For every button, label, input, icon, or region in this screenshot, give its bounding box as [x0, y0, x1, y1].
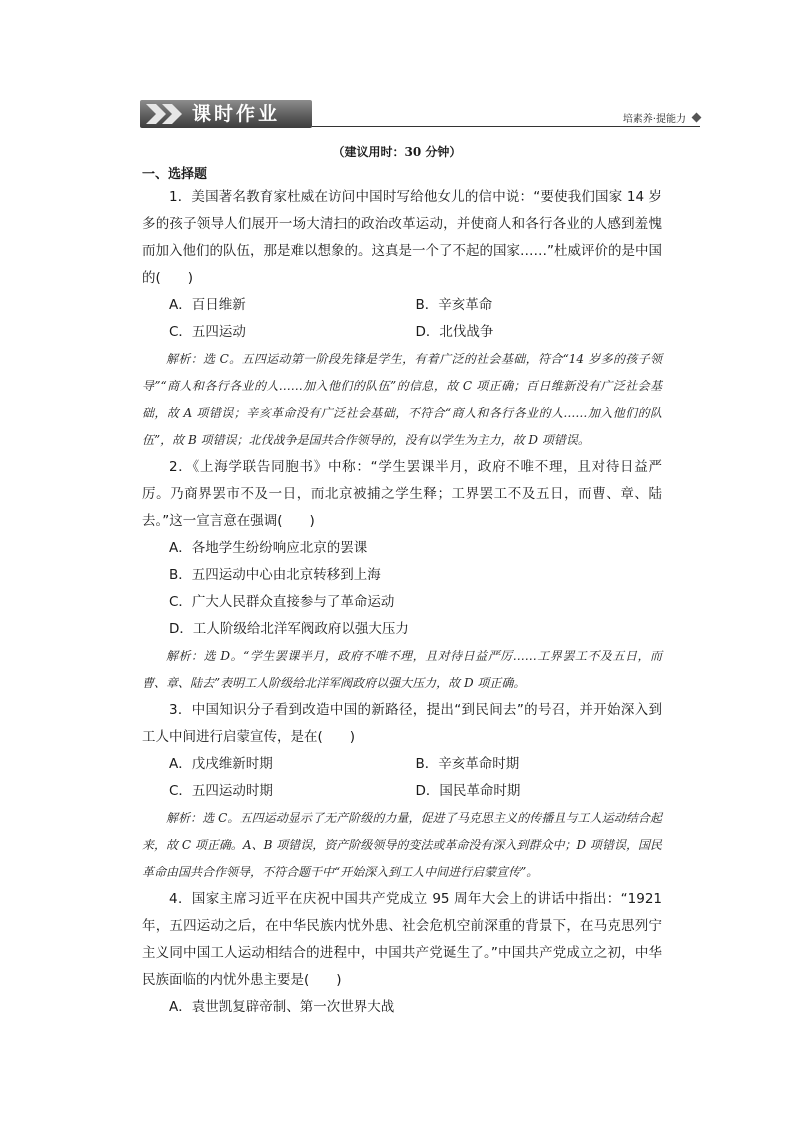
options-row — [142, 319, 662, 346]
question-stem: 3．中国知识分子看到改造中国的新路径，提出“到民间去”的号召，并开始深入到工人中间进行启蒙宣传，是在( ) — [142, 702, 662, 745]
section-title: 一、选择题 — [142, 167, 208, 182]
double-chevron-icon — [144, 102, 190, 126]
options-row — [142, 292, 662, 319]
option-a: A．各地学生纷纷响应北京的罢课 — [169, 540, 368, 556]
answer-analysis: 解析：选 D。“学生罢课半月，政府不唯不理，且对待日益严厉……工界罢工不及五日，而曹、章、陆去”表明工人阶级给北洋军阀政府以强大压力，故 D 项正确。 — [142, 649, 662, 690]
question-stem: 2．《上海学联告同胞书》中称：“学生罢课半月，政府不唯不理，且对待日益严厉。乃商界罢市不及一日，而北京被捕之学生释；工界罢工不及五日，而曹、章、陆去。”这一宣言意在强调( ) — [142, 459, 662, 529]
question-stem: 4．国家主席习近平在庆祝中国共产党成立 95 周年大会上的讲话中指出：“1921 年，五四运动之后，在中华民族内忧外患、社会危机空前深重的背景下，在马克思列宁主义同中国工人运动相结合的进程中，中国共产党诞生了。”中国共产党成立之初，中华民族面临的内忧外患主要是( ) — [142, 891, 662, 988]
question-stem: 1．美国著名教育家杜威在访问中国时写给他女儿的信中说：“要使我们国家 14 岁多的孩子领导人们展开一场大清扫的政治改革运动，并使商人和各行各业的人感到羞愧而加入他们的队伍，那是难以想象的。这真是一个了不起的国家……”杜威评价的是中国的( ) — [142, 189, 662, 286]
option-d: D．国民革命时期 — [415, 783, 521, 799]
option-b: B．辛亥革命 — [415, 297, 493, 313]
header-tagline: 培素养·提能力 — [622, 114, 686, 125]
suggested-time: （建议用时：30 分钟） — [332, 145, 462, 159]
option-a: A．袁世凯复辟帝制、第一次世界大战 — [169, 999, 395, 1015]
option-c: C．五四运动时期 — [169, 783, 273, 799]
option-b: B．辛亥革命时期 — [415, 756, 520, 772]
header-title: 课时作业 — [192, 103, 281, 125]
questions-content — [142, 184, 662, 1021]
option-d: D．工人阶级给北洋军阀政府以强大压力 — [169, 621, 409, 637]
header-rule — [312, 126, 700, 127]
option-d: D．北伐战争 — [415, 324, 494, 340]
options-row — [142, 778, 662, 805]
header-banner — [140, 100, 312, 128]
option-a: A．戊戌维新时期 — [169, 756, 273, 772]
options-row — [142, 751, 662, 778]
option-b: B．五四运动中心由北京转移到上海 — [169, 567, 381, 583]
answer-analysis: 解析：选 C。五四运动显示了无产阶级的力量，促进了马克思主义的传播且与工人运动结合起来，故 C 项正确。A、B 项错误，资产阶级领导的变法或革命没有深入到群众中；D 项错误，国民革命由国共合作领导，不符合题干中“开始深入到工人中间进行启蒙宣传”。 — [142, 811, 662, 879]
option-a: A．百日维新 — [169, 297, 246, 313]
option-c: C．五四运动 — [169, 324, 246, 340]
answer-analysis: 解析：选 C。五四运动第一阶段先锋是学生，有着广泛的社会基础，符合“14 岁多的孩子领导”“商人和各行各业的人……加入他们的队伍”的信息，故 C 项正确；百日维新没有广泛社会基础，故 A 项错误；辛亥革命没有广泛社会基础，不符合“商人和各行各业的人……加入他们的队伍”，故 B 项错误；北伐战争是国共合作领导的，没有以学生为主力，故 D 项错误。 — [142, 352, 662, 447]
section-header — [140, 100, 700, 130]
diamond-icon — [692, 113, 702, 123]
option-c: C．广大人民群众直接参与了革命运动 — [169, 594, 395, 610]
